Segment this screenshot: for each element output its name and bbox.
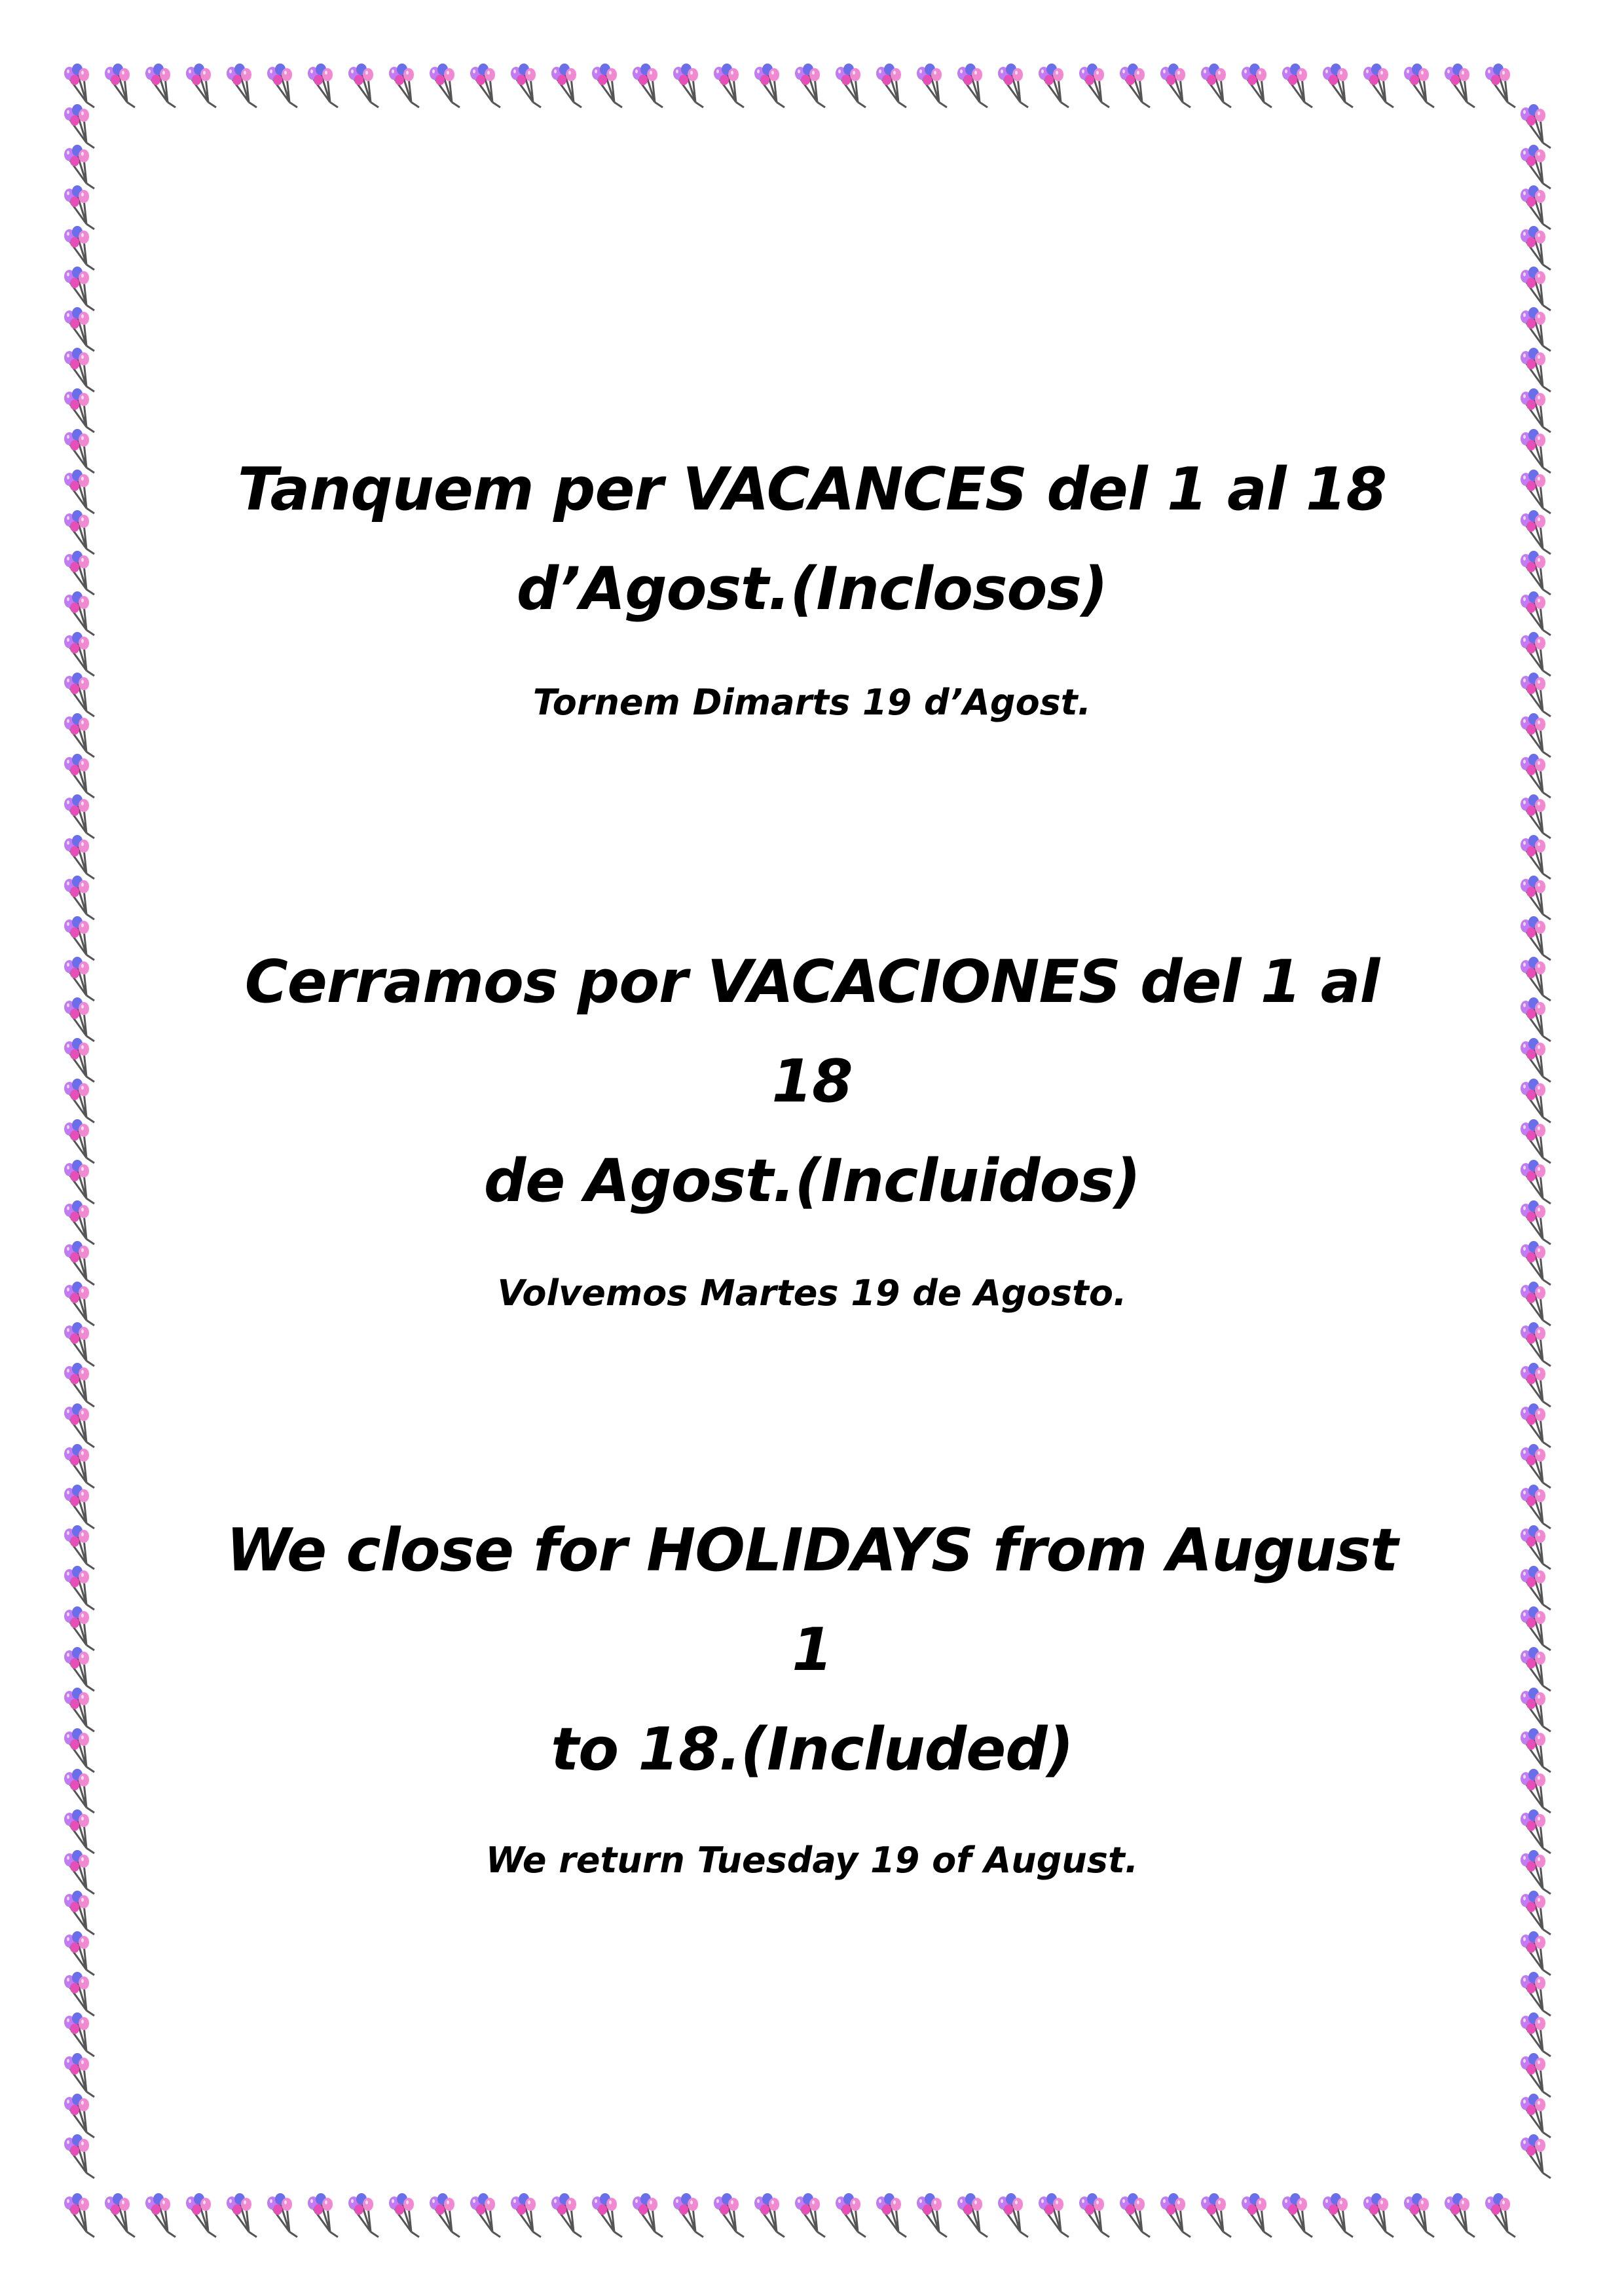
balloon-icon — [64, 348, 94, 392]
balloon-icon — [592, 64, 622, 107]
balloon-icon — [1521, 713, 1551, 757]
balloon-icon — [1521, 104, 1551, 148]
headline-spanish — [196, 933, 1428, 1231]
balloon-icon — [64, 1688, 94, 1731]
balloon-icon — [64, 1241, 94, 1285]
balloon-icon — [1521, 1282, 1551, 1325]
balloon-icon — [633, 2193, 663, 2237]
balloon-icon — [1242, 2193, 1272, 2237]
balloon-icon — [430, 2193, 460, 2237]
balloon-icon — [64, 307, 94, 351]
balloon-icon — [1521, 185, 1551, 229]
balloon-icon — [1521, 632, 1551, 676]
balloon-icon — [64, 185, 94, 229]
balloon-icon — [754, 64, 784, 107]
balloon-icon — [1521, 876, 1551, 919]
balloon-icon — [714, 64, 744, 107]
balloon-icon — [64, 1079, 94, 1122]
balloon-icon — [1160, 64, 1190, 107]
balloon-icon — [64, 104, 94, 148]
headline-english-line1: We close for HOLIDAYS from August 1 — [226, 1516, 1398, 1684]
headline-catalan — [196, 440, 1428, 639]
notice-english — [196, 1501, 1428, 1883]
balloon-icon — [1404, 64, 1434, 107]
balloon-icon — [64, 2134, 94, 2178]
notice-catalan — [196, 440, 1428, 726]
balloon-icon — [1521, 1688, 1551, 1731]
balloon-icon — [1521, 1200, 1551, 1244]
balloon-icon — [1323, 2193, 1353, 2237]
balloon-icon — [1521, 348, 1551, 392]
balloon-icon — [673, 64, 703, 107]
balloon-icon — [64, 1322, 94, 1366]
balloon-icon — [795, 64, 825, 107]
balloon-icon — [957, 64, 987, 107]
notice-spanish — [196, 933, 1428, 1316]
balloon-icon — [1521, 2053, 1551, 2097]
balloon-icon — [64, 267, 94, 310]
border-left-column — [64, 104, 94, 2178]
balloon-icon — [1323, 64, 1353, 107]
balloon-icon — [1521, 997, 1551, 1041]
balloon-icon — [227, 2193, 257, 2237]
balloon-icon — [1282, 2193, 1312, 2237]
headline-catalan-line1: Tanquem per VACANCES del 1 al 18 — [237, 455, 1387, 524]
balloon-icon — [1521, 1322, 1551, 1366]
balloon-icon — [64, 388, 94, 432]
balloon-icon — [1079, 2193, 1109, 2237]
balloon-icon — [633, 64, 663, 107]
balloon-icon — [1521, 551, 1551, 595]
balloon-icon — [64, 673, 94, 716]
balloon-icon — [511, 2193, 541, 2237]
balloon-icon — [1521, 510, 1551, 554]
balloon-icon — [64, 1525, 94, 1569]
balloon-icon — [64, 713, 94, 757]
balloon-icon — [64, 1809, 94, 1853]
balloon-icon — [64, 1850, 94, 1894]
balloon-icon — [1521, 470, 1551, 513]
balloon-icon — [1521, 1850, 1551, 1894]
balloon-icon — [1363, 64, 1393, 107]
balloon-icon — [1521, 1931, 1551, 1975]
balloon-icon — [511, 64, 541, 107]
balloon-icon — [1521, 2012, 1551, 2056]
balloon-icon — [64, 64, 94, 107]
balloon-icon — [64, 551, 94, 595]
balloon-icon — [1521, 1363, 1551, 1407]
balloon-icon — [1521, 429, 1551, 473]
balloon-icon — [1039, 64, 1069, 107]
balloon-icon — [186, 2193, 216, 2237]
balloon-icon — [714, 2193, 744, 2237]
border-top-row — [64, 64, 1515, 107]
balloon-icon — [64, 2193, 94, 2237]
headline-spanish-line1: Cerramos por VACACIONES del 1 al 18 — [244, 948, 1380, 1116]
balloon-icon — [1521, 226, 1551, 270]
headline-spanish-line2: de Agost.(Incluidos) — [483, 1147, 1141, 1215]
balloon-icon — [1521, 1525, 1551, 1569]
balloon-icon — [1521, 2094, 1551, 2138]
balloon-icon — [551, 2193, 581, 2237]
balloon-icon — [1521, 307, 1551, 351]
balloon-icon — [64, 1972, 94, 2016]
headline-catalan-line2: d’Agost.(Inclosos) — [516, 555, 1108, 623]
balloon-icon — [64, 835, 94, 879]
balloon-icon — [1404, 2193, 1434, 2237]
balloon-icon — [1120, 2193, 1150, 2237]
balloon-icon — [64, 1891, 94, 1935]
balloon-icon — [64, 916, 94, 960]
balloon-icon — [470, 64, 500, 107]
balloon-icon — [64, 591, 94, 635]
balloon-icon — [64, 470, 94, 513]
balloon-icon — [1521, 267, 1551, 310]
balloon-icon — [64, 1728, 94, 1772]
balloon-icon — [64, 876, 94, 919]
headline-english — [196, 1501, 1428, 1800]
balloon-icon — [430, 64, 460, 107]
balloon-icon — [308, 2193, 338, 2237]
balloon-icon — [64, 226, 94, 270]
balloon-icon — [64, 632, 94, 676]
balloon-icon — [64, 429, 94, 473]
balloon-icon — [876, 64, 906, 107]
balloon-icon — [64, 1282, 94, 1325]
balloon-icon — [64, 510, 94, 554]
balloon-icon — [1521, 1728, 1551, 1772]
balloon-icon — [1282, 64, 1312, 107]
border-right-column — [1521, 104, 1551, 2178]
balloon-icon — [64, 1769, 94, 1813]
balloon-icon — [592, 2193, 622, 2237]
balloon-icon — [64, 1647, 94, 1691]
balloon-icon — [1521, 1079, 1551, 1122]
balloon-icon — [186, 64, 216, 107]
balloon-icon — [64, 1363, 94, 1407]
balloon-icon — [1521, 1769, 1551, 1813]
balloon-icon — [389, 64, 419, 107]
balloon-icon — [1485, 64, 1515, 107]
balloon-icon — [64, 2053, 94, 2097]
balloon-icon — [957, 2193, 987, 2237]
subline-english: We return Tuesday 19 of August. — [485, 1840, 1139, 1881]
balloon-icon — [1201, 64, 1231, 107]
balloon-icon — [1521, 1809, 1551, 1853]
balloon-icon — [1363, 2193, 1393, 2237]
balloon-icon — [64, 1119, 94, 1163]
balloon-icon — [998, 2193, 1028, 2237]
balloon-icon — [673, 2193, 703, 2237]
balloon-icon — [145, 2193, 175, 2237]
balloon-icon — [1242, 64, 1272, 107]
balloon-icon — [1521, 1160, 1551, 1204]
headline-english-line2: to 18.(Included) — [551, 1715, 1073, 1784]
balloon-icon — [64, 1606, 94, 1650]
balloon-icon — [267, 2193, 297, 2237]
balloon-icon — [1521, 1485, 1551, 1528]
subline-spanish: Volvemos Martes 19 de Agosto. — [497, 1272, 1127, 1314]
balloon-icon — [1160, 2193, 1190, 2237]
balloon-icon — [1521, 673, 1551, 716]
border-bottom-row — [64, 2193, 1515, 2237]
balloon-icon — [1521, 1241, 1551, 1285]
balloon-icon — [1521, 1119, 1551, 1163]
balloon-icon — [1485, 2193, 1515, 2237]
subline-catalan: Tornem Dimarts 19 d’Agost. — [532, 682, 1092, 723]
balloon-icon — [64, 1485, 94, 1528]
balloon-icon — [64, 1444, 94, 1488]
balloon-icon — [64, 957, 94, 1001]
balloon-icon — [470, 2193, 500, 2237]
balloon-icon — [105, 64, 135, 107]
balloon-icon — [1521, 591, 1551, 635]
balloon-icon — [1445, 64, 1475, 107]
balloon-icon — [64, 1931, 94, 1975]
balloon-icon — [1445, 2193, 1475, 2237]
balloon-icon — [795, 2193, 825, 2237]
balloon-icon — [876, 2193, 906, 2237]
balloon-icon — [348, 2193, 378, 2237]
balloon-icon — [1521, 754, 1551, 798]
balloon-icon — [1521, 794, 1551, 838]
balloon-icon — [917, 64, 947, 107]
balloon-icon — [389, 2193, 419, 2237]
balloon-icon — [1521, 1647, 1551, 1691]
balloon-icon — [1521, 1606, 1551, 1650]
balloon-icon — [917, 2193, 947, 2237]
balloon-icon — [1521, 1444, 1551, 1488]
balloon-icon — [64, 997, 94, 1041]
balloon-icon — [1521, 916, 1551, 960]
balloon-icon — [64, 2012, 94, 2056]
balloon-icon — [145, 64, 175, 107]
balloon-icon — [1521, 835, 1551, 879]
balloon-icon — [64, 794, 94, 838]
balloon-icon — [1521, 388, 1551, 432]
balloon-icon — [64, 1403, 94, 1447]
balloon-icon — [105, 2193, 135, 2237]
balloon-icon — [1120, 64, 1150, 107]
balloon-icon — [64, 2094, 94, 2138]
balloon-icon — [1079, 64, 1109, 107]
balloon-icon — [998, 64, 1028, 107]
balloon-icon — [1521, 145, 1551, 189]
balloon-icon — [1521, 1566, 1551, 1610]
balloon-icon — [836, 2193, 866, 2237]
balloon-icon — [836, 64, 866, 107]
balloon-icon — [64, 1200, 94, 1244]
balloon-icon — [754, 2193, 784, 2237]
balloon-icon — [1521, 1891, 1551, 1935]
balloon-icon — [267, 64, 297, 107]
balloon-icon — [1521, 1403, 1551, 1447]
balloon-icon — [1521, 2134, 1551, 2178]
balloon-icon — [64, 754, 94, 798]
balloon-icon — [64, 1566, 94, 1610]
balloon-icon — [551, 64, 581, 107]
balloon-icon — [64, 145, 94, 189]
balloon-icon — [227, 64, 257, 107]
balloon-icon — [348, 64, 378, 107]
balloon-icon — [1521, 957, 1551, 1001]
balloon-icon — [1521, 1972, 1551, 2016]
balloon-icon — [1039, 2193, 1069, 2237]
balloon-icon — [64, 1038, 94, 1082]
balloon-icon — [1201, 2193, 1231, 2237]
balloon-icon — [308, 64, 338, 107]
balloon-icon — [64, 1160, 94, 1204]
balloon-icon — [1521, 1038, 1551, 1082]
